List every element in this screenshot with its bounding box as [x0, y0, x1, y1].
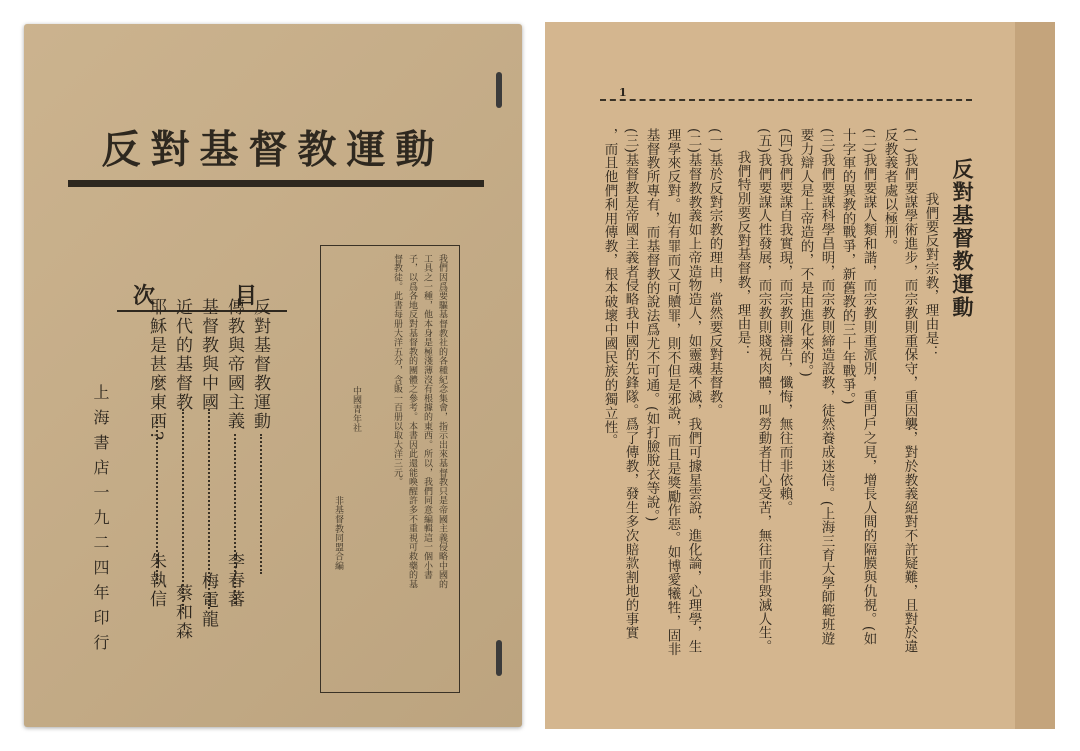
header-rule [600, 99, 972, 101]
body-column: (四)我們要謀自我實現，而宗教則禱告，懺悔，無往而非依賴。 [776, 128, 793, 515]
cover-title: 反對基督教運動 [101, 127, 445, 173]
body-column: (二)我們要謀人類和諧，而宗教則重派別，重門戶之見，增長人間的隔膜與仇視。(如 [860, 128, 877, 646]
body-column: 理學來反對。如有罪而又可贖罪，則不但是邪說，而且是獎勵作惡。如博愛犧牲，固非 [664, 128, 681, 657]
body-column: 我們要反對宗教，理由是： [922, 192, 939, 359]
toc-author: 梅電龍 [198, 572, 218, 629]
publisher-imprint: 上海書店一九二四年印行 [91, 384, 110, 659]
body-column: (二)基督教教義如上帝造物造人，如靈魂不滅，我們可據星雲說，進化論，心理學，生 [685, 128, 702, 654]
notice-signature: 非基督教同盟合編 [333, 496, 343, 571]
toc-item: 基督教與中國 [198, 298, 218, 412]
toc-leader-dots [260, 434, 262, 574]
staple [496, 72, 502, 108]
toc-heading-char: 次 [133, 283, 156, 309]
body-column: 十字軍的異教的戰爭，新舊教的三十年戰爭。) [839, 128, 856, 405]
book-spine-edge [1015, 22, 1055, 729]
notice-line: 子，以爲各地反對基督教的團體之參考。本書因此還能喚醒許多不重視可救藥的基 [407, 254, 417, 589]
toc-leader-dots [182, 409, 184, 609]
body-column: 要力辯人是上帝造的，不是由進化來的。) [797, 128, 814, 378]
toc-author: 蔡和森 [172, 584, 192, 641]
toc-author: 李春蕃 [224, 552, 244, 609]
body-column: (一)我們要謀學術進步，而宗教則重保守，重因襲，對於教義絕對不許疑難，且對於違 [901, 128, 918, 654]
toc-author: 朱執信 [146, 552, 166, 609]
body-column: (三)我們要謀科學昌明，而宗教則締造設教，徒然養成迷信。(上海三育大學師範班遊 [818, 128, 835, 646]
body-column: 我們特別要反對基督教，理由是： [734, 150, 751, 359]
staple [496, 640, 502, 676]
notice-signature: 中國青年社 [351, 386, 361, 433]
body-column: (一)基於反對宗教的理由，當然要反對基督教。 [706, 128, 723, 418]
book-cover [24, 24, 522, 727]
notice-line: 我們因爲要驅基督教社的各種紀念集會，指示出來基督教只是帝國主義侵略中國的 [437, 254, 447, 589]
toc-item: 近代的基督教 [172, 298, 192, 412]
body-column: (三)基督教是帝國主義者侵略我中國的先鋒隊。爲了傳教，發生多次賠款割地的事實 [622, 128, 639, 640]
toc-item: 耶穌是甚麼東西? [146, 298, 166, 443]
article-title: 反對基督教運動 [950, 158, 975, 319]
toc-heading-char: 目 [235, 283, 258, 309]
toc-heading [123, 279, 268, 309]
page-number: 1 [619, 86, 627, 99]
toc-item: 傳教與帝國主義 [224, 298, 244, 431]
body-column: ，而且他們利用傳教，根本破壞中國民族的獨立性。 [601, 128, 618, 448]
body-column: (五)我們要謀人性發展，而宗教則賤視肉體，叫勞動者甘心受苦，無往而非毀滅人生。 [755, 128, 772, 654]
editorial-notice-box [320, 245, 460, 693]
body-column: 反教義者處以極刑。 [881, 128, 898, 254]
cover-title-rule [68, 180, 484, 187]
body-column: 基督教所專有，而基督教的說法爲尤不可通。(如打臉脫衣等說。) [643, 128, 660, 522]
toc-item: 反對基督教運動 [250, 298, 270, 431]
notice-line: 督教徒。此書每册大洋五分，含販一百册以取大洋三元。 [392, 254, 402, 487]
notice-line: 工具之一種，他本身是極淺薄沒有根據的東西。所以，我們同意編輯這一個小書 [422, 254, 432, 580]
